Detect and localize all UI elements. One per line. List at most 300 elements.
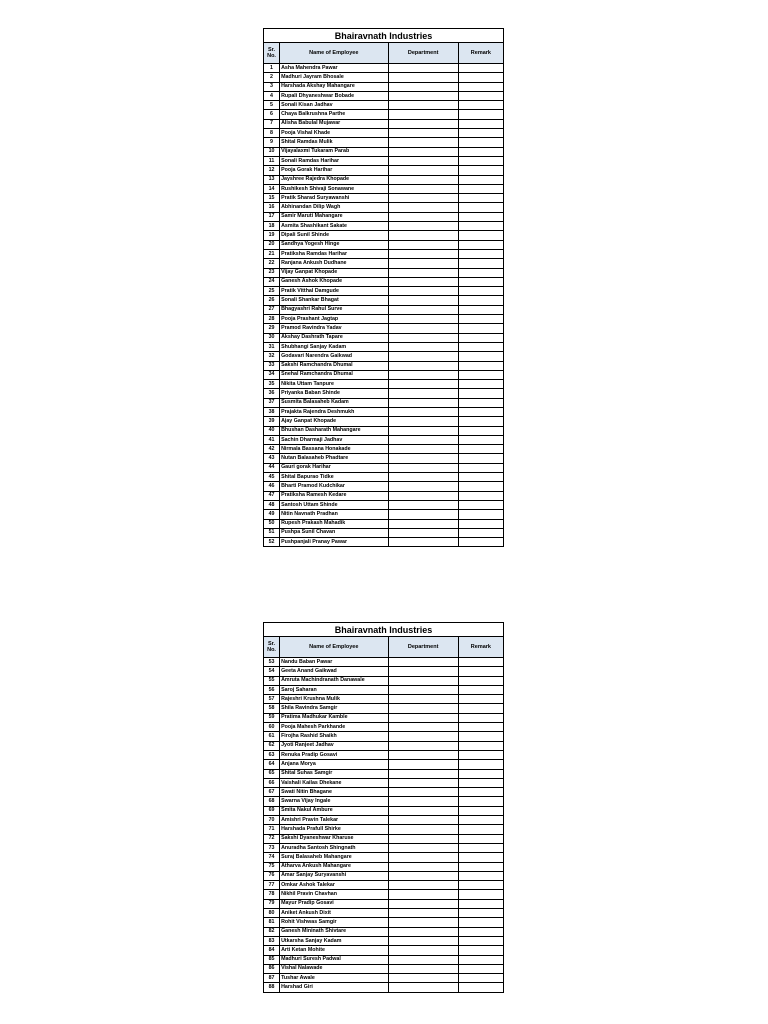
sr-no-cell: 21 [264, 249, 280, 258]
department-cell[interactable] [388, 816, 458, 825]
department-cell[interactable] [388, 871, 458, 880]
department-cell[interactable] [388, 203, 458, 212]
department-cell[interactable] [388, 166, 458, 175]
sr-no-cell: 38 [264, 407, 280, 416]
remark-cell[interactable] [458, 667, 503, 676]
table-row [264, 194, 504, 203]
employee-name-cell: Pooja Gorak Harihar [280, 166, 388, 175]
department-cell[interactable] [388, 918, 458, 927]
sr-no-cell: 59 [264, 713, 280, 722]
sr-no-cell: 16 [264, 203, 280, 212]
table-row [264, 147, 504, 156]
table-row [264, 305, 504, 314]
table-row [264, 184, 504, 193]
remark-cell[interactable] [458, 510, 503, 519]
remark-cell[interactable] [458, 82, 503, 91]
department-cell[interactable] [388, 750, 458, 759]
department-cell[interactable] [388, 305, 458, 314]
department-cell[interactable] [388, 129, 458, 138]
department-cell[interactable] [388, 398, 458, 407]
table-row [264, 259, 504, 268]
sr-no-cell: 43 [264, 454, 280, 463]
employee-name-cell: Smita Nakul Ambure [280, 806, 388, 815]
table-row [264, 315, 504, 324]
employee-name-cell: Dipali Sunil Shinde [280, 231, 388, 240]
remark-cell[interactable] [458, 454, 503, 463]
remark-cell[interactable] [458, 806, 503, 815]
remark-cell[interactable] [458, 296, 503, 305]
employee-sheet-page-1 [263, 28, 504, 547]
department-cell[interactable] [388, 259, 458, 268]
table-row [264, 750, 504, 759]
table-row [264, 473, 504, 482]
table-row [264, 816, 504, 825]
employee-name-cell: Asha Mahendra Pawar [280, 64, 388, 73]
remark-cell[interactable] [458, 110, 503, 119]
sr-no-cell: 88 [264, 983, 280, 992]
remark-cell[interactable] [458, 964, 503, 973]
remark-cell[interactable] [458, 760, 503, 769]
department-cell[interactable] [388, 723, 458, 732]
department-cell[interactable] [388, 240, 458, 249]
table-row [264, 843, 504, 852]
remark-cell[interactable] [458, 119, 503, 128]
remark-cell[interactable] [458, 249, 503, 258]
employee-name-cell: Sonali Kisan Jadhav [280, 101, 388, 110]
employee-name-cell: Snehal Ramchandra Dhumal [280, 370, 388, 379]
remark-cell[interactable] [458, 342, 503, 351]
remark-cell[interactable] [458, 983, 503, 992]
table-row [264, 510, 504, 519]
department-cell[interactable] [388, 974, 458, 983]
table-row [264, 704, 504, 713]
table-row [264, 333, 504, 342]
sr-no-cell: 78 [264, 890, 280, 899]
department-cell[interactable] [388, 361, 458, 370]
employee-name-cell: Rajeshri Krushna Mulik [280, 695, 388, 704]
department-cell[interactable] [388, 435, 458, 444]
table-row [264, 287, 504, 296]
department-cell[interactable] [388, 685, 458, 694]
remark-cell[interactable] [458, 315, 503, 324]
table-row [264, 417, 504, 426]
employee-name-cell: Vaishali Kailas Dhekane [280, 778, 388, 787]
sr-no-cell: 86 [264, 964, 280, 973]
remark-cell[interactable] [458, 676, 503, 685]
department-cell[interactable] [388, 881, 458, 890]
remark-cell[interactable] [458, 871, 503, 880]
department-cell[interactable] [388, 667, 458, 676]
remark-cell[interactable] [458, 974, 503, 983]
remark-cell[interactable] [458, 825, 503, 834]
remark-cell[interactable] [458, 417, 503, 426]
remark-cell[interactable] [458, 240, 503, 249]
sr-no-cell: 17 [264, 212, 280, 221]
department-cell[interactable] [388, 955, 458, 964]
department-cell[interactable] [388, 101, 458, 110]
department-cell[interactable] [388, 676, 458, 685]
department-cell[interactable] [388, 249, 458, 258]
employee-name-cell: Shila Ravindra Samgir [280, 704, 388, 713]
remark-cell[interactable] [458, 268, 503, 277]
sr-no-cell: 60 [264, 723, 280, 732]
remark-cell[interactable] [458, 750, 503, 759]
remark-cell[interactable] [458, 491, 503, 500]
sr-no-cell: 71 [264, 825, 280, 834]
department-cell[interactable] [388, 463, 458, 472]
remark-cell[interactable] [458, 927, 503, 936]
remark-cell[interactable] [458, 862, 503, 871]
department-cell[interactable] [388, 296, 458, 305]
department-cell[interactable] [388, 538, 458, 547]
employee-name-cell: Madhuri Suresh Padwal [280, 955, 388, 964]
remark-cell[interactable] [458, 890, 503, 899]
table-row [264, 723, 504, 732]
remark-cell[interactable] [458, 129, 503, 138]
sr-no-cell: 69 [264, 806, 280, 815]
remark-cell[interactable] [458, 370, 503, 379]
department-cell[interactable] [388, 713, 458, 722]
department-cell[interactable] [388, 64, 458, 73]
department-cell[interactable] [388, 156, 458, 165]
remark-cell[interactable] [458, 389, 503, 398]
remark-cell[interactable] [458, 918, 503, 927]
sr-no-cell: 55 [264, 676, 280, 685]
department-cell[interactable] [388, 909, 458, 918]
remark-cell[interactable] [458, 723, 503, 732]
remark-cell[interactable] [458, 91, 503, 100]
sr-no-cell: 45 [264, 473, 280, 482]
remark-cell[interactable] [458, 166, 503, 175]
sr-no-cell: 18 [264, 222, 280, 231]
department-cell[interactable] [388, 946, 458, 955]
remark-cell[interactable] [458, 352, 503, 361]
remark-cell[interactable] [458, 203, 503, 212]
table-row [264, 64, 504, 73]
employee-name-cell: Mayur Pradip Gosavi [280, 899, 388, 908]
remark-cell[interactable] [458, 287, 503, 296]
employee-name-cell: Arti Ketan Mohite [280, 946, 388, 955]
remark-cell[interactable] [458, 175, 503, 184]
department-cell[interactable] [388, 268, 458, 277]
department-cell[interactable] [388, 370, 458, 379]
table-row [264, 91, 504, 100]
remark-cell[interactable] [458, 324, 503, 333]
table-row [264, 825, 504, 834]
department-cell[interactable] [388, 212, 458, 221]
employee-name-cell: Swati Nitin Bhagane [280, 788, 388, 797]
remark-cell[interactable] [458, 259, 503, 268]
remark-cell[interactable] [458, 769, 503, 778]
sr-no-cell: 15 [264, 194, 280, 203]
employee-name-cell: Ajay Ganpat Khopade [280, 417, 388, 426]
sr-no-cell: 65 [264, 769, 280, 778]
remark-cell[interactable] [458, 936, 503, 945]
remark-cell[interactable] [458, 407, 503, 416]
department-cell[interactable] [388, 927, 458, 936]
sr-no-cell: 25 [264, 287, 280, 296]
sr-no-cell: 74 [264, 853, 280, 862]
employee-name-cell: Firojha Rashid Shaikh [280, 732, 388, 741]
employee-name-cell: Omkar Ashok Talekar [280, 881, 388, 890]
sr-no-cell: 48 [264, 500, 280, 509]
remark-cell[interactable] [458, 658, 503, 667]
table-row [264, 491, 504, 500]
remark-cell[interactable] [458, 156, 503, 165]
employee-name-cell: Santosh Uttam Shinde [280, 500, 388, 509]
department-cell[interactable] [388, 964, 458, 973]
remark-cell[interactable] [458, 528, 503, 537]
remark-cell[interactable] [458, 899, 503, 908]
department-cell[interactable] [388, 983, 458, 992]
employee-name-cell: Rupesh Prakash Mahadik [280, 519, 388, 528]
department-cell[interactable] [388, 222, 458, 231]
table-row [264, 175, 504, 184]
employee-name-cell: Nikhil Pravin Chavhan [280, 890, 388, 899]
department-cell[interactable] [388, 528, 458, 537]
department-cell[interactable] [388, 788, 458, 797]
remark-cell[interactable] [458, 500, 503, 509]
table-row [264, 853, 504, 862]
remark-cell[interactable] [458, 361, 503, 370]
department-cell[interactable] [388, 426, 458, 435]
remark-cell[interactable] [458, 816, 503, 825]
remark-cell[interactable] [458, 147, 503, 156]
sr-no-cell: 24 [264, 277, 280, 286]
employee-name-cell: Sonali Shankar Bhagat [280, 296, 388, 305]
remark-cell[interactable] [458, 797, 503, 806]
remark-cell[interactable] [458, 713, 503, 722]
department-cell[interactable] [388, 797, 458, 806]
department-cell[interactable] [388, 778, 458, 787]
sr-no-cell: 34 [264, 370, 280, 379]
department-cell[interactable] [388, 491, 458, 500]
department-cell[interactable] [388, 482, 458, 491]
sr-no-cell: 26 [264, 296, 280, 305]
sr-no-cell: 87 [264, 974, 280, 983]
sr-no-cell: 77 [264, 881, 280, 890]
remark-cell[interactable] [458, 277, 503, 286]
remark-cell[interactable] [458, 73, 503, 82]
department-cell[interactable] [388, 454, 458, 463]
employee-name-cell: Pooja Vishal Khade [280, 129, 388, 138]
sr-no-cell: 40 [264, 426, 280, 435]
sr-no-cell: 42 [264, 445, 280, 454]
sr-no-cell: 64 [264, 760, 280, 769]
remark-cell[interactable] [458, 138, 503, 147]
remark-cell[interactable] [458, 909, 503, 918]
department-cell[interactable] [388, 500, 458, 509]
remark-cell[interactable] [458, 732, 503, 741]
department-cell[interactable] [388, 862, 458, 871]
sr-no-cell: 10 [264, 147, 280, 156]
employee-name-cell: Vijay Ganpat Khopade [280, 268, 388, 277]
department-cell[interactable] [388, 342, 458, 351]
remark-cell[interactable] [458, 695, 503, 704]
employee-name-cell: Pooja Mahesh Parkhande [280, 723, 388, 732]
remark-cell[interactable] [458, 222, 503, 231]
remark-cell[interactable] [458, 435, 503, 444]
department-cell[interactable] [388, 732, 458, 741]
department-cell[interactable] [388, 147, 458, 156]
employee-name-cell: Jyoti Ranjeet Jadhav [280, 741, 388, 750]
remark-cell[interactable] [458, 333, 503, 342]
department-cell[interactable] [388, 333, 458, 342]
remark-cell[interactable] [458, 946, 503, 955]
department-cell[interactable] [388, 899, 458, 908]
employee-table [263, 28, 504, 547]
employee-name-cell: Abhinandan Dilip Wagh [280, 203, 388, 212]
sr-no-cell: 57 [264, 695, 280, 704]
remark-cell[interactable] [458, 194, 503, 203]
remark-cell[interactable] [458, 482, 503, 491]
table-row [264, 881, 504, 890]
employee-name-cell: Utkarsha Sanjay Kadam [280, 936, 388, 945]
remark-cell[interactable] [458, 64, 503, 73]
department-cell[interactable] [388, 138, 458, 147]
table-row [264, 927, 504, 936]
employee-name-cell: Sakshi Ramchandra Dhumal [280, 361, 388, 370]
employee-name-cell: Pratiksha Ramesh Kedare [280, 491, 388, 500]
sr-no-cell: 73 [264, 843, 280, 852]
table-row [264, 871, 504, 880]
department-cell[interactable] [388, 184, 458, 193]
table-row [264, 760, 504, 769]
remark-cell[interactable] [458, 834, 503, 843]
department-cell[interactable] [388, 324, 458, 333]
table-row [264, 713, 504, 722]
sr-no-cell: 3 [264, 82, 280, 91]
remark-cell[interactable] [458, 426, 503, 435]
department-cell[interactable] [388, 287, 458, 296]
table-row [264, 203, 504, 212]
department-cell[interactable] [388, 519, 458, 528]
remark-cell[interactable] [458, 231, 503, 240]
department-cell[interactable] [388, 110, 458, 119]
remark-cell[interactable] [458, 101, 503, 110]
department-cell[interactable] [388, 277, 458, 286]
department-cell[interactable] [388, 769, 458, 778]
department-cell[interactable] [388, 352, 458, 361]
department-cell[interactable] [388, 175, 458, 184]
sr-no-cell: 47 [264, 491, 280, 500]
department-cell[interactable] [388, 760, 458, 769]
table-row [264, 129, 504, 138]
sr-no-cell: 2 [264, 73, 280, 82]
department-cell[interactable] [388, 695, 458, 704]
department-cell[interactable] [388, 853, 458, 862]
employee-name-cell: Tushar Awale [280, 974, 388, 983]
department-cell[interactable] [388, 806, 458, 815]
remark-cell[interactable] [458, 305, 503, 314]
employee-name-cell: Harshad Giri [280, 983, 388, 992]
remark-cell[interactable] [458, 212, 503, 221]
sr-no-cell: 52 [264, 538, 280, 547]
sr-no-cell: 36 [264, 389, 280, 398]
table-row [264, 342, 504, 351]
remark-cell[interactable] [458, 398, 503, 407]
table-row [264, 676, 504, 685]
employee-table [263, 622, 504, 993]
department-cell[interactable] [388, 380, 458, 389]
sr-no-cell: 70 [264, 816, 280, 825]
sr-no-cell: 33 [264, 361, 280, 370]
employee-name-cell: Prajakta Rajendra Deshmukh [280, 407, 388, 416]
department-cell[interactable] [388, 843, 458, 852]
table-row [264, 658, 504, 667]
remark-cell[interactable] [458, 778, 503, 787]
remark-cell[interactable] [458, 538, 503, 547]
sr-no-cell: 79 [264, 899, 280, 908]
employee-name-cell: Geeta Anand Gaikwad [280, 667, 388, 676]
remark-cell[interactable] [458, 519, 503, 528]
remark-cell[interactable] [458, 463, 503, 472]
remark-cell[interactable] [458, 881, 503, 890]
table-row [264, 370, 504, 379]
employee-name-cell: Pratik Vitthal Damgude [280, 287, 388, 296]
company-title: Bhairavnath Industries [264, 29, 504, 43]
sr-no-header: Sr. No. [264, 637, 280, 658]
department-cell[interactable] [388, 890, 458, 899]
employee-name-cell: Swarna Vijay Ingale [280, 797, 388, 806]
remark-cell[interactable] [458, 380, 503, 389]
sr-no-cell: 13 [264, 175, 280, 184]
sr-no-cell: 5 [264, 101, 280, 110]
remark-cell[interactable] [458, 685, 503, 694]
sr-no-cell: 19 [264, 231, 280, 240]
sr-no-cell: 58 [264, 704, 280, 713]
remark-cell[interactable] [458, 704, 503, 713]
table-row [264, 231, 504, 240]
department-cell[interactable] [388, 704, 458, 713]
department-cell[interactable] [388, 741, 458, 750]
department-cell[interactable] [388, 834, 458, 843]
department-cell[interactable] [388, 73, 458, 82]
department-cell[interactable] [388, 510, 458, 519]
remark-cell[interactable] [458, 955, 503, 964]
employee-name-cell: Pooja Prashant Jagtap [280, 315, 388, 324]
sr-no-cell: 61 [264, 732, 280, 741]
remark-cell[interactable] [458, 788, 503, 797]
table-row [264, 296, 504, 305]
department-cell[interactable] [388, 315, 458, 324]
table-row [264, 119, 504, 128]
department-header: Department [388, 637, 458, 658]
department-cell[interactable] [388, 658, 458, 667]
department-cell[interactable] [388, 389, 458, 398]
department-cell[interactable] [388, 91, 458, 100]
remark-cell[interactable] [458, 741, 503, 750]
department-cell[interactable] [388, 825, 458, 834]
remark-cell[interactable] [458, 853, 503, 862]
department-cell[interactable] [388, 119, 458, 128]
department-cell[interactable] [388, 231, 458, 240]
department-cell[interactable] [388, 82, 458, 91]
department-cell[interactable] [388, 936, 458, 945]
employee-name-cell: Nutan Balasaheb Phadtare [280, 454, 388, 463]
sr-no-cell: 83 [264, 936, 280, 945]
table-row [264, 138, 504, 147]
department-cell[interactable] [388, 473, 458, 482]
remark-cell[interactable] [458, 445, 503, 454]
remark-cell[interactable] [458, 473, 503, 482]
department-cell[interactable] [388, 194, 458, 203]
department-cell[interactable] [388, 417, 458, 426]
department-cell[interactable] [388, 445, 458, 454]
department-cell[interactable] [388, 407, 458, 416]
remark-cell[interactable] [458, 843, 503, 852]
remark-cell[interactable] [458, 184, 503, 193]
